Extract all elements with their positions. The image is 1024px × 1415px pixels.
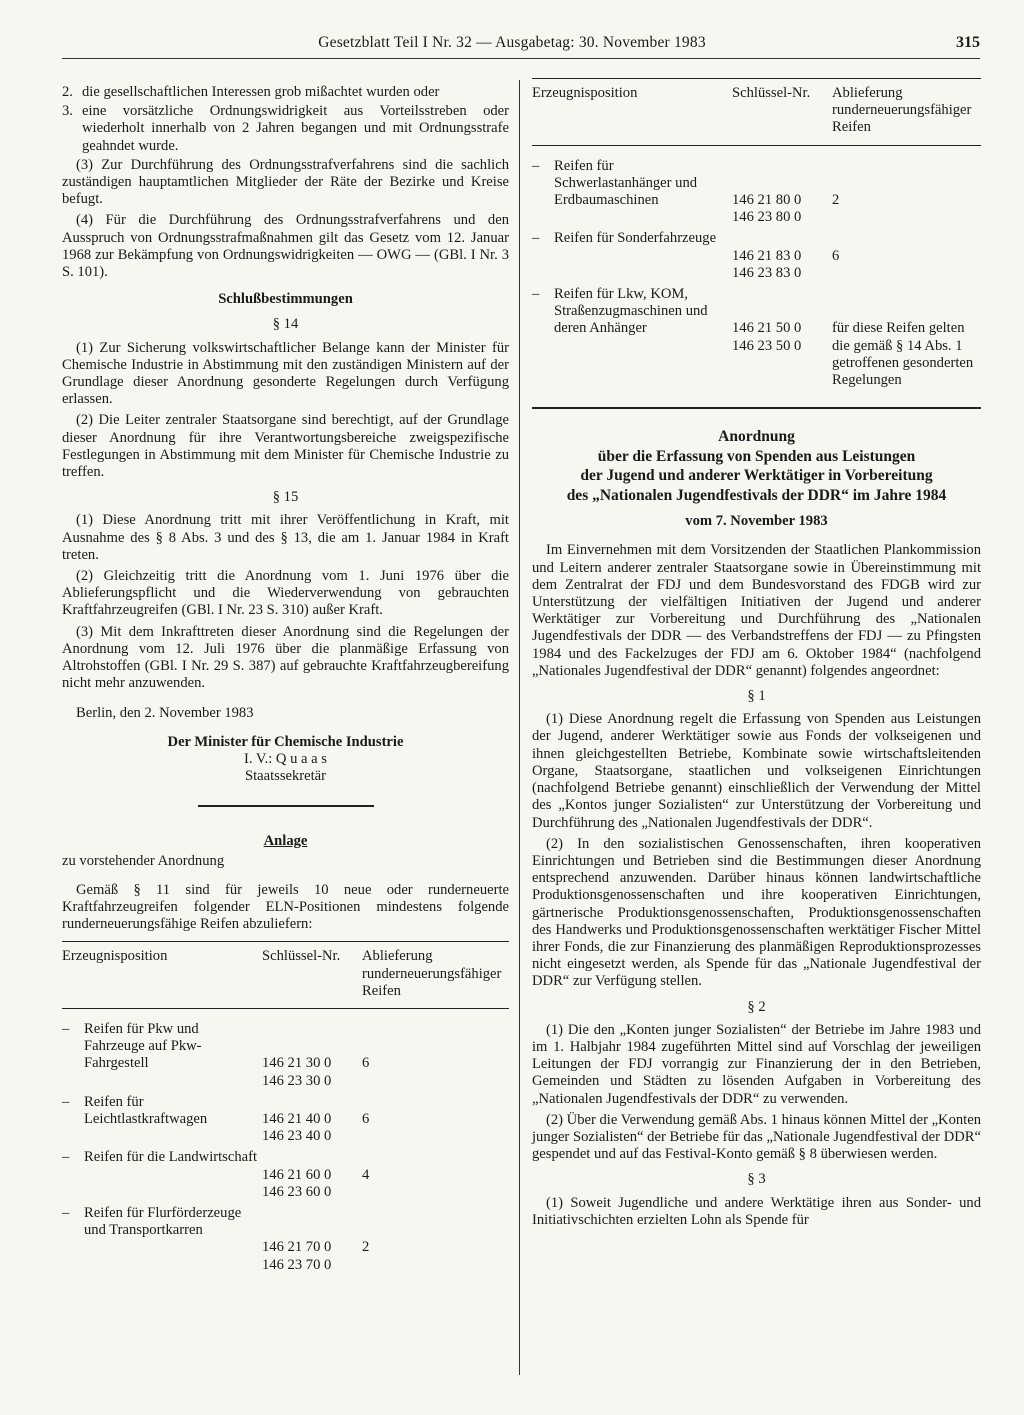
separator-rule: [532, 407, 981, 409]
list-item: [62, 84, 509, 101]
right-column: [532, 78, 981, 1233]
left-column: [62, 84, 509, 1274]
paragraph: (2) Über die Verwendung gemäß Abs. 1 hinaus können Mittel der „Konten junger Sozialisten“ der Betriebe für das „Nationale Jugendfestival der DDR“ gespendet und auf das Festival-Konto gemäß § 8 überwiesen werden.: [532, 1111, 982, 1163]
paragraph: (1) Diese Anordnung tritt mit ihrer Veröffentlichung in Kraft, mit Ausnahme des § 8 Abs. 3 und des § 13, die am 1. Januar 1984 in Kraft treten.: [62, 512, 509, 563]
paragraph: (1) Die den „Konten junger Sozialisten“ der Betriebe im Jahre 1983 und im 1. Halbjahr 1984 zugeführten Mittel sind auf Vorschlag der jeweiligen Leitungen der FDJ vorrangig zur Finanzierung der in den Betrieben, Gemeinden und Städten zu lösenden Aufgaben in Vorbereitung des „Nationalen Jugendfestivals der DDR“ zu verwenden.: [532, 1021, 981, 1107]
signer-role: Staatssekretär: [244, 768, 327, 785]
paragraph: (2) Gleichzeitig tritt die Anordnung vom 1. Juni 1976 über die Ablieferungspflicht und die Wiederverwendung von gebrauchten Kraftfahrzeugreifen (GBl. I Nr. 23 S. 310) außer Kraft.: [62, 568, 509, 619]
product-cell: Reifen für die Landwirtschaft: [84, 1149, 258, 1166]
paragraph: (3) Mit dem Inkrafttreten dieser Anordnung sind die Regelungen der Anordnung vom 12. Juli 1976 über die planmäßige Erfassung von Altrohstoffen (GBl. I Nr. 29 S. 387) auf gebrauchte Kraftfahrzeugbereifung nicht mehr anzuwenden.: [62, 623, 509, 692]
code-cell: 146 23 80 0: [732, 209, 802, 226]
column-header: Schlüssel-Nr.: [732, 79, 832, 146]
paragraph: (1) Soweit Jugendliche und andere Werktätige ihren aus Sonder- und Initiativschichten erzielten Lohn als Spende für: [532, 1194, 981, 1228]
table-row: – Reifen für Sonderfahrzeuge 146 21 83 0 146 23 83 0 6: [532, 230, 981, 282]
delivery-cell: für diese Reifen gelten die gemäß § 14 Abs. 1 getroffenen gesonderten Regelungen: [832, 320, 974, 389]
table-row: – Reifen für Schwerlastanhänger und Erdbaumaschinen 146 21 80 0 146 23 80 0 2: [532, 158, 981, 227]
column-header: Erzeugnisposition: [62, 942, 262, 1009]
code-cell: 146 21 60 0: [262, 1166, 332, 1183]
table-row: – Reifen für Leichtlastkraftwagen 146 21 40 0 146 23 40 0 6: [62, 1094, 509, 1146]
page-number: 315: [956, 34, 980, 51]
table-row: – Reifen für Pkw und Fahrzeuge auf Pkw-Fahrgestell 146 21 30 0 146 23 30 0 6: [62, 1021, 509, 1090]
product-cell: Reifen für Schwerlastanhänger und Erdbaumaschinen: [554, 157, 698, 209]
paragraph: (4) Für die Durchführung des Ordnungsstrafverfahrens und den Ausspruch von Ordnungsstrafmaßnahmen gilt das Gesetz vom 12. Januar 1968 zur Bekämpfung von Ordnungswidrigkeiten — OWG — (GBl. I Nr. 3 S. 101).: [62, 212, 509, 281]
signer-title: Der Minister für Chemische Industrie: [167, 733, 404, 750]
product-cell: Reifen für Lkw, KOM, Straßenzugmaschinen und deren Anhänger: [554, 286, 708, 337]
paragraph-sign: § 2: [747, 998, 766, 1015]
code-cell: 146 21 30 0: [262, 1055, 332, 1072]
list-item-number: 3.: [62, 103, 73, 120]
annex-title: Anlage: [263, 833, 308, 850]
paragraph: Im Einvernehmen mit dem Vorsitzenden der Staatlichen Plankommission und Leitern anderer zentraler Staatsorgane sowie in Übereinstimmung mit dem Zentralrat der FDJ und dem Bundesvorstand des FDGB wird zur Unterstützung der vielfältigen Initiativen der Jugend und anderer Werktätiger zur Vorbereitung und Durchführung des „Nationalen Jugendfestivals der DDR — des Verbandstreffens der FDJ — zu Pfingsten 1984 und des Fackelzuges der FDJ am 6. Oktober 1984“ (nachfolgend „Nationales Jugendfestival der DDR“ genannt) folgendes angeordnet:: [532, 542, 981, 679]
ordinance-title-line: des „Nationalen Jugendfestivals der DDR“ im Jahre 1984: [566, 486, 947, 504]
column-header: Erzeugnisposition: [532, 79, 732, 146]
place-date: Berlin, den 2. November 1983: [76, 704, 254, 721]
code-cell: 146 23 40 0: [262, 1128, 332, 1145]
code-cell: 146 21 50 0: [732, 320, 802, 337]
column-divider: [519, 80, 520, 1375]
list-item: [62, 103, 509, 155]
product-cell: Reifen für Sonderfahrzeuge: [554, 230, 717, 247]
column-header: Schlüssel-Nr.: [262, 942, 362, 1009]
signer-name: I. V.: Q u a a s: [244, 750, 327, 767]
list-item-text: eine vorsätzliche Ordnungswidrigkeit aus Vorteilsstreben oder wiederholt innerhalb von 2 Jahren begangen und mit Ordnungsstrafe geahndet wurde.: [82, 103, 509, 154]
code-cell: 146 23 83 0: [732, 264, 802, 281]
table-header-row: [62, 942, 509, 1009]
code-cell: 146 21 83 0: [732, 247, 802, 264]
code-cell: 146 23 70 0: [262, 1256, 332, 1273]
product-cell: Reifen für Flurförderzeuge und Transportkarren: [84, 1204, 242, 1239]
ordinance-title-line: Anordnung: [718, 428, 795, 446]
section-heading: Schlußbestimmungen: [218, 291, 353, 308]
code-cell: 146 21 70 0: [262, 1239, 332, 1256]
table-row: – Reifen für die Landwirtschaft 146 21 60 0 146 23 60 0 4: [62, 1149, 509, 1201]
delivery-cell: 6: [832, 247, 840, 264]
list-item-number: 2.: [62, 84, 73, 100]
code-cell: 146 23 50 0: [732, 337, 802, 354]
annex-intro: Gemäß § 11 sind für jeweils 10 neue oder runderneuerte Kraftfahrzeugreifen folgender ELN-Positionen mindestens folgende runderneuerungsfähige Reifen abzuliefern:: [62, 881, 509, 933]
tire-table: [62, 941, 509, 1273]
delivery-cell: 6: [362, 1110, 370, 1127]
column-header: Ablieferung runderneuerungsfähiger Reifen: [832, 79, 981, 146]
ordinance-date: vom 7. November 1983: [685, 513, 828, 530]
paragraph-sign: § 3: [747, 1171, 766, 1188]
paragraph-sign: § 14: [272, 316, 299, 333]
table-row: – Reifen für Lkw, KOM, Straßenzugmaschinen und deren Anhänger 146 21 50 0 146 23 50 0 für diese Reifen gelten die gemäß § 14 Abs. 1 getroffenen gesonderten Regelungen: [532, 286, 981, 389]
paragraph: (1) Zur Sicherung volkswirtschaftlicher Belange kann der Minister für Chemische Industrie in Abstimmung mit den zuständigen Ministern auf der Grundlage dieser Anordnung gesonderte Regelungen durch Verfügung erlassen.: [62, 339, 509, 408]
code-cell: 146 21 80 0: [732, 192, 802, 209]
list-item-text: die gesellschaftlichen Interessen grob mißachtet wurden oder: [82, 84, 440, 100]
table-header-row: [532, 79, 981, 146]
paragraph: (3) Zur Durchführung des Ordnungsstrafverfahrens sind die sachlich zuständigen hauptamtlichen Mitglieder der Räte der Bezirke und Kreise befugt.: [62, 156, 509, 208]
delivery-cell: 4: [362, 1166, 370, 1183]
paragraph-sign: § 15: [272, 489, 299, 506]
delivery-cell: 2: [362, 1239, 370, 1256]
paragraph: (1) Diese Anordnung regelt die Erfassung von Spenden aus Leistungen der Jugend, anderer Werktätiger sowie aus Fonds der volkseigenen und ihnen gleichgestellten Betriebe, Kombinate sowie wirtschaftsleitenden Organe, Staatsorgane, staatlichen und volkseigenen Einrichtungen (nachfolgend Betriebe genannt) einschließlich der Verwendung der Mittel des „Kontos junger Sozialisten“ zur Unterstützung der Vorbereitung und Durchführung des „Nationalen Jugendfestivals der DDR“.: [532, 711, 981, 831]
annex-subtitle: zu vorstehender Anordnung: [62, 852, 225, 869]
code-cell: 146 21 40 0: [262, 1110, 332, 1127]
table-row: – Reifen für Flurförderzeuge und Transportkarren 146 21 70 0 146 23 70 0 2: [62, 1205, 509, 1274]
paragraph-sign: § 1: [747, 688, 766, 705]
code-cell: 146 23 30 0: [262, 1072, 332, 1089]
paragraph: (2) Die Leiter zentraler Staatsorgane sind berechtigt, auf der Grundlage dieser Anordnung für ihre Verantwortungsbereiche zweigspezifische Festlegungen in Abstimmung mit dem Minister für Chemische Industrie zu treffen.: [62, 412, 509, 481]
tire-table-continued: [532, 78, 981, 389]
paragraph: (2) In den sozialistischen Genossenschaften, ihren kooperativen Einrichtungen und Betrieben sind die Bestimmungen dieser Anordnung entsprechend anzuwenden. Darüber hinaus können landwirtschaftliche Produktionsgenossenschaften und ihre kooperativen Einrichtungen, gärtnerische Produktionsgenossenschaften, Produktionsgenossenschaften des Handwerks und Produktionsgenossenschaften werktätiger Fischer Mittel ihrer Fonds, die zur Finanzierung des planmäßigen Reproduktionsprozesses nicht eingesetzt werden, als Spende für das „Nationale Jugendfestival der DDR“ zur Verfügung stellen.: [532, 835, 981, 990]
ordinance-title-line: über die Erfassung von Spenden aus Leistungen: [597, 447, 916, 465]
page-header: [0, 34, 1024, 54]
separator-rule: [198, 805, 374, 807]
product-cell: Reifen für Pkw und Fahrzeuge auf Pkw-Fahrgestell: [84, 1020, 202, 1072]
ordinance-title-line: der Jugend und anderer Werktätiger in Vorbereitung: [580, 467, 933, 485]
delivery-cell: 2: [832, 192, 840, 209]
header-rule: [62, 58, 980, 59]
product-cell: Reifen für Leichtlastkraftwagen: [84, 1093, 208, 1127]
column-header: Ablieferung runderneuerungsfähiger Reifen: [362, 942, 509, 1009]
running-title: Gesetzblatt Teil I Nr. 32 — Ausgabetag: 30. November 1983: [318, 34, 706, 51]
delivery-cell: 6: [362, 1055, 370, 1072]
code-cell: 146 23 60 0: [262, 1183, 332, 1200]
